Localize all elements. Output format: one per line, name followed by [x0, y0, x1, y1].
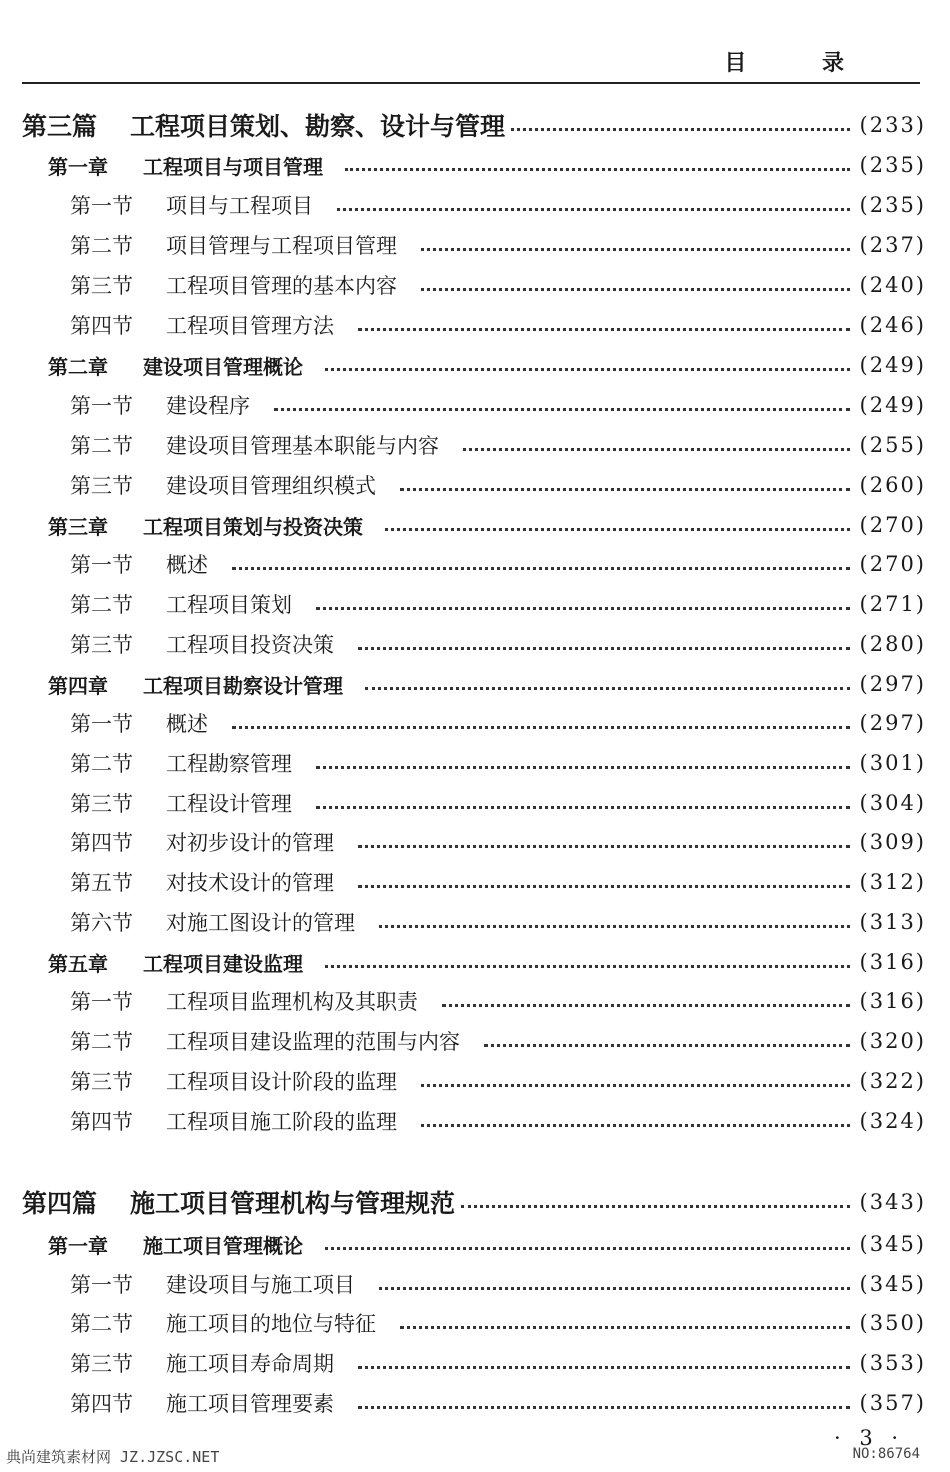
chapter-number: 第三章	[48, 514, 108, 539]
dot-leader	[461, 1205, 850, 1208]
section-title: 建设项目管理基本职能与内容	[166, 434, 439, 458]
page-number: (255)	[859, 433, 926, 457]
toc-section-entry[interactable]	[0, 982, 950, 1020]
toc-chapter-entry[interactable]	[0, 506, 950, 544]
toc-chapter-entry[interactable]	[0, 943, 950, 981]
page-number: (313)	[859, 910, 926, 934]
page-number: (343)	[859, 1190, 926, 1214]
dot-leader	[358, 845, 850, 848]
section-title: 施工项目管理要素	[166, 1392, 334, 1416]
dot-leader	[385, 528, 850, 531]
page-number: (324)	[859, 1109, 926, 1133]
watermark-number: NO:86764	[852, 1446, 920, 1462]
chapter-title: 工程项目建设监理	[143, 951, 303, 976]
section-number: 第三节	[70, 1070, 133, 1094]
toc-section-entry[interactable]	[0, 1022, 950, 1060]
section-title: 工程项目设计阶段的监理	[166, 1070, 397, 1094]
section-number: 第一节	[70, 712, 133, 736]
toc-section-entry[interactable]	[0, 1304, 950, 1342]
watermark-text: 典尚建筑素材网 JZ.JZSC.NET	[6, 1448, 220, 1466]
toc-section-entry[interactable]	[0, 386, 950, 424]
dot-leader	[400, 488, 850, 491]
dot-leader	[379, 925, 850, 928]
dot-leader	[274, 408, 850, 411]
part-title: 工程项目策划、勘察、设计与管理	[130, 112, 506, 141]
dot-leader	[325, 368, 850, 371]
header-title: 目 录	[724, 51, 878, 76]
page-folio: · 3 ·	[834, 1426, 905, 1450]
page-number: (249)	[859, 393, 926, 417]
section-title: 对施工图设计的管理	[166, 911, 355, 935]
chapter-number: 第五章	[48, 951, 108, 976]
page-number: (260)	[859, 473, 926, 497]
toc-section-entry[interactable]	[0, 306, 950, 344]
section-number: 第二节	[70, 1030, 133, 1054]
toc-chapter-entry[interactable]	[0, 346, 950, 384]
page-number: (297)	[859, 711, 926, 735]
section-number: 第四节	[70, 831, 133, 855]
page-number: (353)	[859, 1351, 926, 1375]
dot-leader	[325, 1247, 850, 1250]
toc-chapter-entry[interactable]	[0, 146, 950, 184]
toc-section-entry[interactable]	[0, 266, 950, 304]
section-number: 第二节	[70, 1312, 133, 1336]
section-number: 第四节	[70, 1110, 133, 1134]
page-number: (249)	[859, 353, 926, 377]
dot-leader	[511, 128, 850, 131]
section-title: 项目管理与工程项目管理	[166, 234, 397, 258]
section-title: 建设程序	[166, 394, 250, 418]
toc-section-entry[interactable]	[0, 1265, 950, 1303]
dot-leader	[358, 1366, 850, 1369]
page-number: (246)	[859, 313, 926, 337]
dot-leader	[463, 448, 850, 451]
section-title: 概述	[166, 553, 208, 577]
page-number: (235)	[859, 193, 926, 217]
section-title: 施工项目的地位与特征	[166, 1312, 376, 1336]
dot-leader	[421, 288, 850, 291]
toc-section-entry[interactable]	[0, 186, 950, 224]
page-number: (316)	[859, 950, 926, 974]
dot-leader	[421, 248, 850, 251]
section-title: 工程项目管理的基本内容	[166, 274, 397, 298]
dot-leader	[337, 208, 850, 211]
page-number: (297)	[859, 672, 926, 696]
toc-part-entry[interactable]	[0, 1183, 950, 1221]
section-number: 第一节	[70, 553, 133, 577]
section-title: 项目与工程项目	[166, 194, 313, 218]
toc-section-entry[interactable]	[0, 1102, 950, 1140]
section-number: 第三节	[70, 1352, 133, 1376]
toc-section-entry[interactable]	[0, 466, 950, 504]
page-number: (240)	[859, 273, 926, 297]
toc-section-entry[interactable]	[0, 744, 950, 782]
dot-leader	[365, 687, 850, 690]
section-number: 第四节	[70, 1392, 133, 1416]
section-number: 第二节	[70, 752, 133, 776]
section-title: 对技术设计的管理	[166, 871, 334, 895]
toc-section-entry[interactable]	[0, 625, 950, 663]
chapter-title: 建设项目管理概论	[143, 354, 303, 379]
dot-leader	[400, 1326, 850, 1329]
toc-part-entry[interactable]	[0, 106, 950, 144]
page-number: (309)	[859, 830, 926, 854]
page-number: (301)	[859, 751, 926, 775]
toc-section-entry[interactable]	[0, 1062, 950, 1100]
dot-leader	[358, 328, 850, 331]
page-number: (357)	[859, 1391, 926, 1415]
section-title: 建设项目与施工项目	[166, 1273, 355, 1297]
part-title: 施工项目管理机构与管理规范	[130, 1189, 456, 1218]
section-title: 工程项目投资决策	[166, 633, 334, 657]
section-number: 第二节	[70, 434, 133, 458]
dot-leader	[358, 1406, 850, 1409]
section-number: 第五节	[70, 871, 133, 895]
page-number: (316)	[859, 989, 926, 1013]
toc-section-entry[interactable]	[0, 784, 950, 822]
section-number: 第三节	[70, 792, 133, 816]
section-number: 第四节	[70, 314, 133, 338]
toc-section-entry[interactable]	[0, 903, 950, 941]
toc-section-entry[interactable]	[0, 704, 950, 742]
section-number: 第一节	[70, 990, 133, 1014]
section-title: 工程项目管理方法	[166, 314, 334, 338]
section-title: 建设项目管理组织模式	[166, 474, 376, 498]
section-title: 工程项目策划	[166, 593, 292, 617]
dot-leader	[379, 1287, 850, 1290]
dot-leader	[484, 1044, 850, 1047]
chapter-number: 第四章	[48, 673, 108, 698]
dot-leader	[316, 766, 850, 769]
dot-leader	[358, 885, 850, 888]
dot-leader	[358, 647, 850, 650]
dot-leader	[316, 806, 850, 809]
page-number: (322)	[859, 1069, 926, 1093]
page-number: (235)	[859, 153, 926, 177]
toc-section-entry[interactable]	[0, 585, 950, 623]
section-number: 第三节	[70, 274, 133, 298]
chapter-title: 工程项目勘察设计管理	[143, 673, 343, 698]
page-number: (233)	[859, 113, 926, 137]
dot-leader	[232, 567, 850, 570]
toc-section-entry[interactable]	[0, 226, 950, 264]
page-number: (237)	[859, 233, 926, 257]
section-number: 第二节	[70, 593, 133, 617]
section-title: 工程勘察管理	[166, 752, 292, 776]
dot-leader	[232, 726, 850, 729]
toc-section-entry[interactable]	[0, 823, 950, 861]
section-title: 对初步设计的管理	[166, 831, 334, 855]
page-number: (350)	[859, 1311, 926, 1335]
section-number: 第三节	[70, 474, 133, 498]
part-number: 第三篇	[22, 112, 98, 141]
section-number: 第二节	[70, 234, 133, 258]
part-number: 第四篇	[22, 1189, 98, 1218]
chapter-number: 第一章	[48, 154, 108, 179]
section-title: 工程设计管理	[166, 792, 292, 816]
dot-leader	[325, 965, 850, 968]
page-number: (271)	[859, 592, 926, 616]
page-number: (345)	[859, 1232, 926, 1256]
chapter-number: 第一章	[48, 1233, 108, 1258]
chapter-title: 工程项目与项目管理	[143, 154, 323, 179]
dot-leader	[421, 1124, 850, 1127]
page-number: (270)	[859, 513, 926, 537]
toc-section-entry[interactable]	[0, 426, 950, 464]
section-title: 工程项目监理机构及其职责	[166, 990, 418, 1014]
page-number: (280)	[859, 632, 926, 656]
page-number: (270)	[859, 552, 926, 576]
chapter-title: 工程项目策划与投资决策	[143, 514, 363, 539]
toc-section-entry[interactable]	[0, 1384, 950, 1422]
chapter-number: 第二章	[48, 354, 108, 379]
section-number: 第一节	[70, 1273, 133, 1297]
page-number: (312)	[859, 870, 926, 894]
dot-leader	[345, 168, 850, 171]
toc-section-entry[interactable]	[0, 1344, 950, 1382]
section-title: 概述	[166, 712, 208, 736]
section-number: 第六节	[70, 911, 133, 935]
section-title: 施工项目寿命周期	[166, 1352, 334, 1376]
section-title: 工程项目施工阶段的监理	[166, 1110, 397, 1134]
toc-chapter-entry[interactable]	[0, 665, 950, 703]
page-number: (320)	[859, 1029, 926, 1053]
toc-section-entry[interactable]	[0, 545, 950, 583]
page-number: (345)	[859, 1272, 926, 1296]
dot-leader	[421, 1084, 850, 1087]
section-number: 第一节	[70, 194, 133, 218]
section-title: 工程项目建设监理的范围与内容	[166, 1030, 460, 1054]
chapter-title: 施工项目管理概论	[143, 1233, 303, 1258]
dot-leader	[316, 607, 850, 610]
toc-section-entry[interactable]	[0, 863, 950, 901]
page-number: (304)	[859, 791, 926, 815]
section-number: 第一节	[70, 394, 133, 418]
dot-leader	[442, 1004, 850, 1007]
toc-chapter-entry[interactable]	[0, 1225, 950, 1263]
section-number: 第三节	[70, 633, 133, 657]
